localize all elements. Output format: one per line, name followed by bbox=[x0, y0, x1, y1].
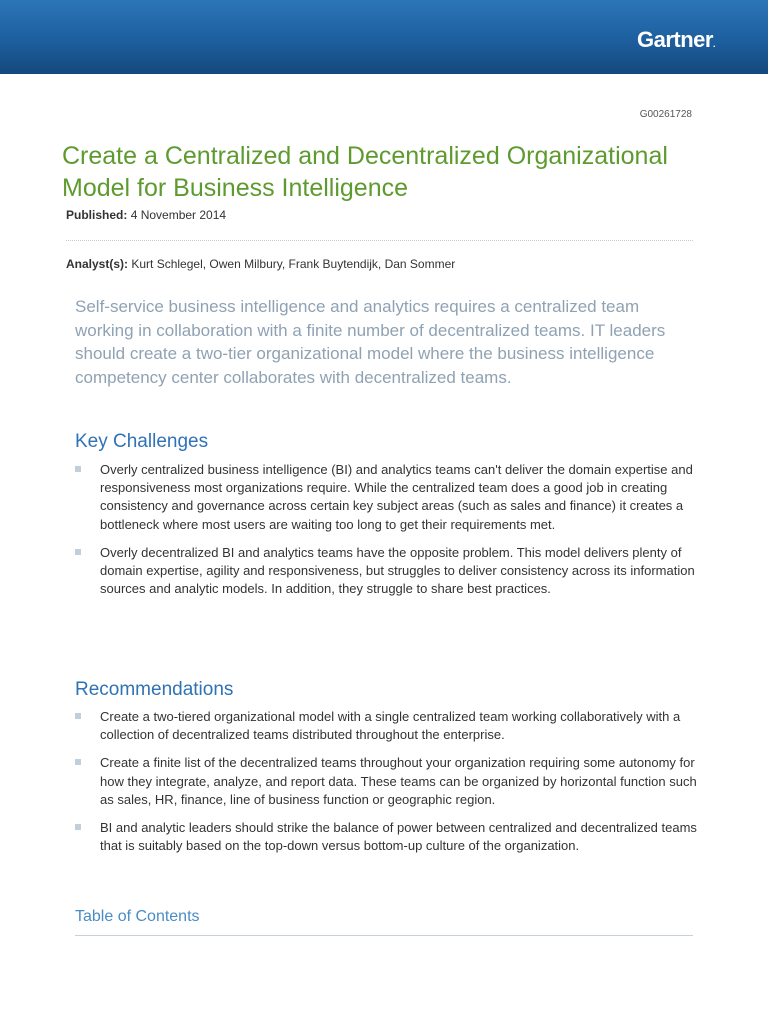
bullet-square-icon bbox=[75, 713, 81, 719]
gartner-logo bbox=[637, 29, 715, 51]
toc-divider bbox=[75, 935, 693, 936]
list-item-text: BI and analytic leaders should strike the balance of power between centralized and decentralized teams that is suitably based on the top-down versus bottom-up culture of the organization. bbox=[100, 820, 697, 854]
analysts-line bbox=[66, 257, 455, 271]
key-challenges-list bbox=[75, 461, 700, 598]
list-item-text: Overly centralized business intelligence (BI) and analytics teams can't deliver the domain expertise and responsiveness most organizations require. While the centralized team does a good job in creating consistency and governance across certain key subject areas (such as sales and finance) it creates a bottleneck where most users are waiting too long to get their requirements met. bbox=[100, 462, 693, 532]
bullet-square-icon bbox=[75, 759, 81, 765]
list-item-text: Create a two-tiered organizational model with a single centralized team working collaboratively with a collection of decentralized teams distributed throughout the enterprise. bbox=[100, 709, 681, 743]
list-item bbox=[75, 544, 700, 599]
meta-divider bbox=[66, 240, 693, 241]
analysts-names: Kurt Schlegel, Owen Milbury, Frank Buytendijk, Dan Sommer bbox=[131, 257, 456, 271]
list-item bbox=[75, 754, 700, 809]
published-label: Published: bbox=[66, 208, 128, 222]
document-title: Create a Centralized and Decentralized Organizational Model for Business Intelligence bbox=[62, 142, 668, 202]
published-date: 4 November 2014 bbox=[130, 208, 227, 222]
analysts-label: Analyst(s): bbox=[66, 257, 129, 271]
recommendations-heading: Recommendations bbox=[75, 679, 234, 700]
header-bar bbox=[0, 0, 768, 74]
document-id: G00261728 bbox=[639, 109, 692, 120]
toc-heading[interactable]: Table of Contents bbox=[75, 908, 200, 925]
bullet-square-icon bbox=[75, 466, 81, 472]
list-item-text: Create a finite list of the decentralized teams throughout your organization requiring some autonomy for how they integrate, analyze, and report data. These teams can be organized by horizontal function such as sales, HR, finance, line of business function or geographic region. bbox=[100, 755, 697, 807]
list-item bbox=[75, 819, 700, 855]
logo-text: Gartner bbox=[637, 27, 713, 52]
summary-paragraph: Self-service business intelligence and analytics requires a centralized team working in collaboration with a finite number of decentralized teams. IT leaders should create a two-tier organizational model where the business intelligence competency center collaborates with decentralized teams. bbox=[75, 297, 666, 387]
published-line bbox=[66, 208, 226, 222]
logo-mark: . bbox=[712, 39, 715, 49]
list-item bbox=[75, 708, 700, 744]
bullet-square-icon bbox=[75, 824, 81, 830]
list-item bbox=[75, 461, 700, 534]
recommendations-list bbox=[75, 708, 700, 855]
key-challenges-heading: Key Challenges bbox=[75, 431, 209, 452]
bullet-square-icon bbox=[75, 549, 81, 555]
list-item-text: Overly decentralized BI and analytics teams have the opposite problem. This model delivers plenty of domain expertise, agility and responsiveness, but struggles to deliver consistency across its information sources and analytic models. In addition, they struggle to share best practices. bbox=[100, 544, 695, 597]
